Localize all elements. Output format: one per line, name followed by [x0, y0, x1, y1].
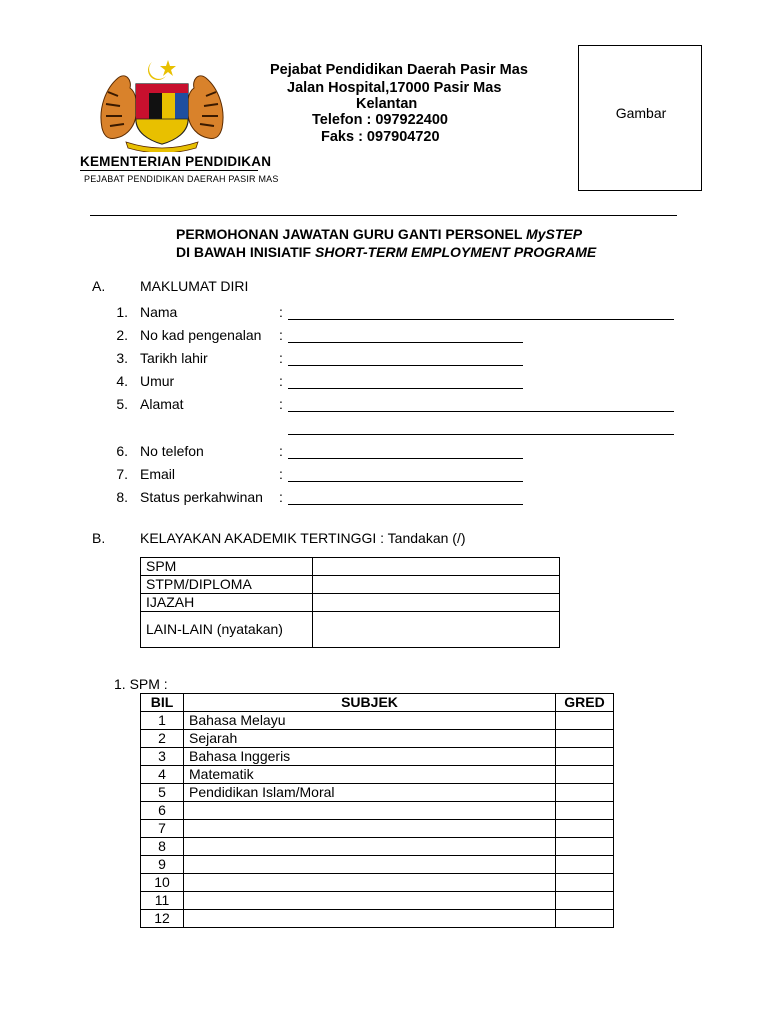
table-row	[141, 892, 614, 910]
qualification-label: STPM/DIPLOMA	[141, 576, 313, 594]
grade-cell[interactable]	[556, 712, 614, 730]
bil-cell: 7	[141, 820, 184, 838]
table-row	[141, 838, 614, 856]
column-header-bil: BIL	[141, 694, 184, 712]
table-row	[141, 612, 560, 648]
table-row	[141, 784, 614, 802]
field-row	[0, 350, 768, 370]
field-row	[0, 304, 768, 324]
table-header-row	[141, 694, 614, 712]
subject-cell[interactable]	[184, 910, 556, 928]
grade-cell[interactable]	[556, 910, 614, 928]
field-label: Alamat	[140, 396, 184, 412]
address-line-3: Kelantan	[356, 96, 418, 112]
field-input-line[interactable]	[288, 504, 523, 505]
field-colon: :	[279, 304, 283, 320]
photo-label: Gambar	[615, 105, 667, 121]
subject-cell[interactable]	[184, 820, 556, 838]
field-colon: :	[279, 443, 283, 459]
field-number: 8.	[116, 489, 128, 505]
bil-cell: 10	[141, 874, 184, 892]
district-office-name: PEJABAT PENDIDIKAN DAERAH PASIR MAS	[84, 174, 279, 184]
ministry-name: KEMENTERIAN PENDIDIKAN	[80, 154, 272, 169]
qualification-label: SPM	[141, 558, 313, 576]
bil-cell: 2	[141, 730, 184, 748]
qualification-label: LAIN-LAIN (nyatakan)	[141, 612, 313, 648]
table-row	[141, 802, 614, 820]
subject-cell[interactable]	[184, 802, 556, 820]
field-row	[0, 327, 768, 347]
table-row	[141, 576, 560, 594]
table-row	[141, 712, 614, 730]
bil-cell: 4	[141, 766, 184, 784]
subject-cell[interactable]: Sejarah	[184, 730, 556, 748]
field-colon: :	[279, 373, 283, 389]
address-continuation-line[interactable]	[288, 434, 674, 435]
section-a-heading: MAKLUMAT DIRI	[140, 278, 249, 294]
title-italic: SHORT-TERM EMPLOYMENT PROGRAME	[314, 244, 597, 260]
field-row	[0, 466, 768, 486]
field-label: Nama	[140, 304, 178, 320]
field-number: 1.	[116, 304, 128, 320]
field-colon: :	[279, 466, 283, 482]
field-row	[0, 489, 768, 509]
subject-cell[interactable]	[184, 892, 556, 910]
grade-cell[interactable]	[556, 820, 614, 838]
title-text: PERMOHONAN JAWATAN GURU GANTI PERSONEL	[176, 226, 527, 242]
table-row	[141, 856, 614, 874]
field-input-line[interactable]	[288, 342, 523, 343]
bil-cell: 5	[141, 784, 184, 802]
subject-cell[interactable]	[184, 874, 556, 892]
bil-cell: 11	[141, 892, 184, 910]
bil-cell: 9	[141, 856, 184, 874]
table-row	[141, 558, 560, 576]
qualification-tick-cell[interactable]	[313, 558, 560, 576]
grade-cell[interactable]	[556, 766, 614, 784]
table-row	[141, 910, 614, 928]
grade-cell[interactable]	[556, 838, 614, 856]
subject-cell[interactable]: Bahasa Inggeris	[184, 748, 556, 766]
address-line-1: Pejabat Pendidikan Daerah Pasir Mas	[270, 62, 528, 78]
field-colon: :	[279, 327, 283, 343]
logo-divider	[80, 170, 258, 171]
section-b-letter: B.	[92, 530, 106, 546]
field-label: Umur	[140, 373, 175, 389]
coat-of-arms-logo	[96, 58, 228, 152]
title-italic: MySTEP	[526, 226, 583, 242]
table-row	[141, 594, 560, 612]
field-label: No kad pengenalan	[140, 327, 262, 343]
fax-line: Faks : 097904720	[321, 129, 440, 145]
table-row	[141, 730, 614, 748]
field-number: 7.	[116, 466, 128, 482]
field-row	[0, 396, 768, 416]
subject-cell[interactable]: Pendidikan Islam/Moral	[184, 784, 556, 802]
field-number: 3.	[116, 350, 128, 366]
qualification-tick-cell[interactable]	[313, 576, 560, 594]
spm-heading: 1. SPM :	[114, 676, 168, 692]
bil-cell: 1	[141, 712, 184, 730]
field-input-line[interactable]	[288, 319, 674, 320]
bil-cell: 12	[141, 910, 184, 928]
field-row	[0, 443, 768, 463]
title-text: DI BAWAH INISIATIF	[176, 244, 315, 260]
header-rule	[90, 215, 677, 216]
qualification-label: IJAZAH	[141, 594, 313, 612]
grade-cell[interactable]	[556, 730, 614, 748]
field-number: 5.	[116, 396, 128, 412]
grade-cell[interactable]	[556, 874, 614, 892]
grade-cell[interactable]	[556, 802, 614, 820]
table-row	[141, 766, 614, 784]
field-colon: :	[279, 489, 283, 505]
section-b-heading: KELAYAKAN AKADEMIK TERTINGGI : Tandakan (/)	[140, 530, 466, 546]
column-header-subjek: SUBJEK	[184, 694, 556, 712]
field-row	[0, 373, 768, 393]
bil-cell: 3	[141, 748, 184, 766]
field-number: 2.	[116, 327, 128, 343]
section-a-letter: A.	[92, 278, 106, 294]
subject-cell[interactable]	[184, 838, 556, 856]
field-label: Email	[140, 466, 176, 482]
subject-cell[interactable]: Bahasa Melayu	[184, 712, 556, 730]
subject-cell[interactable]: Matematik	[184, 766, 556, 784]
field-input-line[interactable]	[288, 481, 523, 482]
telephone-line: Telefon : 097922400	[312, 112, 448, 128]
spm-results-table	[140, 693, 614, 928]
field-input-line[interactable]	[288, 458, 523, 459]
table-row	[141, 748, 614, 766]
grade-cell[interactable]	[556, 748, 614, 766]
address-line-2: Jalan Hospital,17000 Pasir Mas	[287, 80, 502, 96]
form-title-line-2	[176, 244, 596, 260]
bil-cell: 6	[141, 802, 184, 820]
field-colon: :	[279, 396, 283, 412]
qualification-tick-cell[interactable]	[313, 594, 560, 612]
column-header-gred: GRED	[556, 694, 614, 712]
qualification-tick-cell[interactable]	[313, 612, 560, 648]
table-row	[141, 874, 614, 892]
field-label: Status perkahwinan	[140, 489, 263, 505]
bil-cell: 8	[141, 838, 184, 856]
field-colon: :	[279, 350, 283, 366]
field-input-line[interactable]	[288, 411, 674, 412]
form-title-line-1	[176, 226, 582, 242]
field-number: 4.	[116, 373, 128, 389]
grade-cell[interactable]	[556, 892, 614, 910]
field-label: No telefon	[140, 443, 204, 459]
field-number: 6.	[116, 443, 128, 459]
grade-cell[interactable]	[556, 784, 614, 802]
qualification-table	[140, 557, 560, 648]
field-input-line[interactable]	[288, 365, 523, 366]
field-input-line[interactable]	[288, 388, 523, 389]
field-label: Tarikh lahir	[140, 350, 208, 366]
grade-cell[interactable]	[556, 856, 614, 874]
table-row	[141, 820, 614, 838]
subject-cell[interactable]	[184, 856, 556, 874]
